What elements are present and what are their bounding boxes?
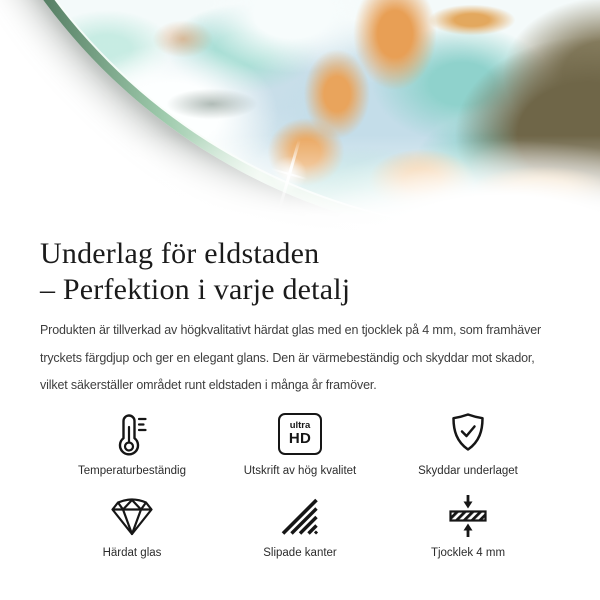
thermometer-icon	[110, 410, 154, 458]
description-section	[0, 233, 600, 560]
description-line: vilket säkerställer området runt eldstaden i många år framöver.	[40, 378, 377, 392]
shield-check-icon	[446, 410, 490, 458]
feature-protects-surface	[384, 410, 552, 478]
feature-print-quality	[216, 410, 384, 478]
description-line: tryckets färgdjup och ger en elegant glans. Den är värmebeständig och skyddar mot skador,	[40, 350, 535, 365]
ultra-hd-icon	[278, 410, 322, 458]
beveled-edges-icon	[276, 492, 324, 540]
feature-label: Utskrift av hög kvalitet	[243, 464, 357, 477]
feature-polished-edges	[216, 492, 384, 560]
diamond-icon	[108, 492, 156, 540]
feature-label: Tjocklek 4 mm	[430, 546, 506, 559]
hero-bottom-fade	[0, 0, 600, 233]
ultra-hd-text-bottom: HD	[288, 430, 312, 447]
thickness-icon	[444, 492, 492, 540]
feature-label: Härdat glas	[102, 546, 162, 559]
page-title-line2: – Perfektion i varje detalj	[40, 273, 351, 306]
description-line: Produkten är tillverkad av högkvalitativt härdat glas med en tjocklek på 4 mm, som framhäver	[40, 323, 542, 337]
page-title	[40, 236, 560, 308]
ultra-hd-text-top: ultra	[289, 420, 311, 431]
feature-temperature	[48, 410, 216, 478]
feature-label: Skyddar underlaget	[418, 464, 518, 477]
hero-product-image	[0, 0, 600, 233]
feature-label: Slipade kanter	[263, 546, 337, 559]
feature-thickness	[384, 492, 552, 560]
feature-tempered-glass	[48, 492, 216, 560]
feature-grid	[40, 410, 560, 560]
page-title-line1: Underlag för eldstaden	[40, 237, 320, 270]
feature-label: Temperaturbeständig	[77, 464, 187, 477]
product-description	[40, 317, 560, 400]
